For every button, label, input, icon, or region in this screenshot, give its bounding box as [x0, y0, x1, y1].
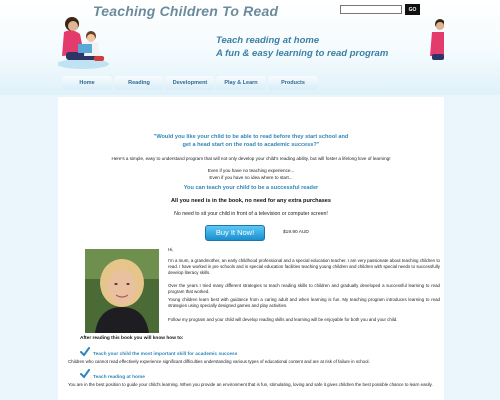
intro-text: Here's a simple, easy to understand program that will not only develop your child's reading ability, but will foster a lifelong love of learning!	[111, 156, 391, 161]
benefit-text: You are in the best position to guide your child's learning. When you provide an environment that is fun, stimulating, loving and safe it gives children the best possible chance to learn easily.	[68, 382, 433, 387]
bio-paragraph-1: I'm a mum, a grandmother, an early childhood professional and a special education teacher. I am very passionate about teaching children to read. I have worked in pre schools and in special education facilities teaching young children and children with special needs to successfully develop literacy skills.	[168, 258, 440, 275]
no-experience-line-1: Even if you have no teaching experience...	[207, 168, 295, 173]
site-title: Teaching Children To Read	[93, 3, 279, 19]
author-photo	[85, 249, 159, 333]
price: $19.90 AUD	[283, 230, 309, 235]
tagline	[216, 34, 388, 60]
nav-item-play-learn[interactable]: Play & Learn	[216, 76, 266, 90]
nav-item-development[interactable]: Development	[165, 76, 215, 90]
bio-paragraph-4: Follow my program and your child will develop reading skills and learning will be enjoyable for both you and your child.	[168, 317, 398, 322]
checkmark-icon	[80, 369, 90, 379]
go-button[interactable]: GO	[405, 4, 420, 15]
search-input[interactable]	[340, 5, 402, 14]
bio-paragraph-3: Young children learn best with guidance from a caring adult and when learning is fun. My teaching program introduces learning to read strategies using specially designed games and play activities.	[168, 297, 440, 308]
nav-item-reading[interactable]: Reading	[114, 76, 164, 90]
main-nav	[58, 72, 444, 94]
headline-line-1: "Would you like your child to be able to read before they start school and	[153, 134, 349, 140]
headline	[58, 133, 444, 149]
content-area	[58, 97, 444, 400]
buy-it-now-button[interactable]: Buy It Now!	[205, 225, 265, 241]
tagline-line-1: Teach reading at home	[216, 35, 320, 46]
headline-line-2: get a head start on the road to academic success?"	[182, 142, 320, 148]
bio-greeting: Hi,	[168, 247, 174, 252]
nav-item-home[interactable]: Home	[62, 76, 112, 90]
nav-item-products[interactable]: Products	[268, 76, 318, 90]
benefit-text: Children who cannot read effectively experience significant difficulties understanding various types of educational content and are at risk of failure in school.	[68, 359, 370, 364]
reading-child-photo	[430, 10, 444, 68]
tv-line: No need to sit your child in front of a television or computer screen!	[174, 211, 328, 217]
site-header	[0, 0, 500, 95]
benefit-title: Teach your child the most important skill for academic success	[93, 352, 238, 357]
benefit-title: Teach reading at home	[93, 375, 145, 380]
tagline-line-2: A fun & easy learning to read program	[216, 48, 389, 59]
checkmark-icon	[80, 347, 90, 357]
no-experience-line-2: Even if you have no idea where to start...	[209, 175, 293, 180]
no-experience-text	[58, 167, 444, 181]
book-line: All you need is in the book, no need for any extra purchases	[170, 198, 332, 204]
subheading: You can teach your child to be a successful reader	[183, 185, 319, 191]
bio-paragraph-2: Over the years I tried many different strategies to teach reading skills to children and gradually developed a successful learning to read program that worked.	[168, 283, 440, 294]
learn-heading: After reading this book you will know how to:	[80, 336, 184, 341]
